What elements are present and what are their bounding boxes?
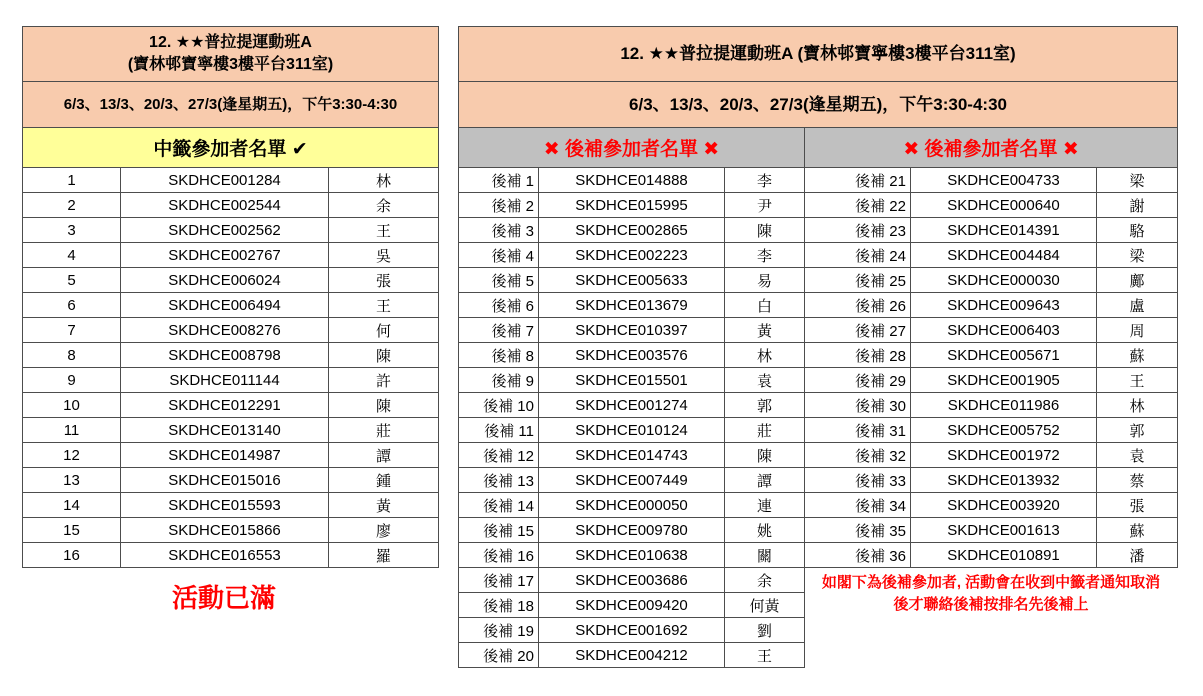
table-row xyxy=(459,193,1178,218)
member-name: 余 xyxy=(329,193,439,218)
member-name: 易 xyxy=(725,268,805,293)
waitlist-label-a: 後補參加者名單 xyxy=(564,139,698,160)
member-id: SKDHCE001692 xyxy=(539,618,725,643)
member-id: SKDHCE001613 xyxy=(911,518,1097,543)
member-name: 陳 xyxy=(329,343,439,368)
member-name: 何黃 xyxy=(725,593,805,618)
member-name: 郭 xyxy=(1097,418,1178,443)
table-row xyxy=(459,418,1178,443)
member-id: SKDHCE010638 xyxy=(539,543,725,568)
row-number: 12 xyxy=(23,443,121,468)
waitlist-rank: 後補 2 xyxy=(459,193,539,218)
schedule-cell xyxy=(23,82,439,128)
waitlist-class-header xyxy=(459,27,1178,82)
row-number: 8 xyxy=(23,343,121,368)
member-id: SKDHCE014888 xyxy=(539,168,725,193)
schedule-text: 6/3、13/3、20/3、27/3(逢星期五)，下午3:30-4:30 xyxy=(63,96,398,113)
waitlist-rank: 後補 26 xyxy=(805,293,911,318)
table-row xyxy=(459,368,1178,393)
member-name: 蘇 xyxy=(1097,518,1178,543)
member-id: SKDHCE002562 xyxy=(121,218,329,243)
table-row xyxy=(23,293,439,318)
member-id: SKDHCE001274 xyxy=(539,393,725,418)
table-row xyxy=(23,518,439,543)
table-row xyxy=(23,418,439,443)
member-id: SKDHCE015501 xyxy=(539,368,725,393)
waitlist-rank: 後補 36 xyxy=(805,543,911,568)
row-number: 5 xyxy=(23,268,121,293)
class-venue: (寶林邨寶寧樓3樓平台311室) xyxy=(127,56,334,73)
member-name: 莊 xyxy=(329,418,439,443)
member-name: 陳 xyxy=(725,218,805,243)
waitlist-rank: 後補 10 xyxy=(459,393,539,418)
row-number: 15 xyxy=(23,518,121,543)
waitlist-rank: 後補 34 xyxy=(805,493,911,518)
member-name: 袁 xyxy=(725,368,805,393)
member-name: 譚 xyxy=(329,443,439,468)
member-id: SKDHCE001905 xyxy=(911,368,1097,393)
member-name: 張 xyxy=(1097,493,1178,518)
member-id: SKDHCE005633 xyxy=(539,268,725,293)
member-id: SKDHCE015995 xyxy=(539,193,725,218)
member-name: 陳 xyxy=(329,393,439,418)
member-id: SKDHCE004484 xyxy=(911,243,1097,268)
member-name: 李 xyxy=(725,243,805,268)
member-name: 周 xyxy=(1097,318,1178,343)
member-id: SKDHCE000640 xyxy=(911,193,1097,218)
class-title: 12. ★★普拉提運動班A xyxy=(149,33,312,51)
waitlist-rank: 後補 33 xyxy=(805,468,911,493)
waitlist-rank: 後補 11 xyxy=(459,418,539,443)
waitlist-note xyxy=(806,572,1176,616)
waitlist-rank: 後補 28 xyxy=(805,343,911,368)
member-name: 譚 xyxy=(725,468,805,493)
member-id: SKDHCE010891 xyxy=(911,543,1097,568)
member-name: 蔡 xyxy=(1097,468,1178,493)
waitlist-rank: 後補 19 xyxy=(459,618,539,643)
member-name: 劉 xyxy=(725,618,805,643)
member-name: 張 xyxy=(329,268,439,293)
member-name: 吳 xyxy=(329,243,439,268)
member-name: 廖 xyxy=(329,518,439,543)
member-name: 何 xyxy=(329,318,439,343)
member-id: SKDHCE015016 xyxy=(121,468,329,493)
table-row xyxy=(459,443,1178,468)
cross-icon: ✖ xyxy=(543,139,560,160)
member-name: 王 xyxy=(329,218,439,243)
check-icon: ✔ xyxy=(291,139,308,160)
member-id: SKDHCE001284 xyxy=(121,168,329,193)
winners-label-cell xyxy=(23,128,439,168)
member-id: SKDHCE009643 xyxy=(911,293,1097,318)
row-number: 10 xyxy=(23,393,121,418)
member-name: 羅 xyxy=(329,543,439,568)
member-name: 莊 xyxy=(725,418,805,443)
waitlist-label-b: 後補參加者名單 xyxy=(924,139,1058,160)
waitlist-rank: 後補 20 xyxy=(459,643,539,668)
member-name: 王 xyxy=(329,293,439,318)
member-id: SKDHCE005671 xyxy=(911,343,1097,368)
row-number: 11 xyxy=(23,418,121,443)
member-name: 盧 xyxy=(1097,293,1178,318)
table-row xyxy=(459,293,1178,318)
member-name: 駱 xyxy=(1097,218,1178,243)
row-number: 14 xyxy=(23,493,121,518)
member-id: SKDHCE010124 xyxy=(539,418,725,443)
row-number: 2 xyxy=(23,193,121,218)
row-number: 3 xyxy=(23,218,121,243)
member-id: SKDHCE009780 xyxy=(539,518,725,543)
member-id: SKDHCE010397 xyxy=(539,318,725,343)
member-id: SKDHCE013140 xyxy=(121,418,329,443)
table-row xyxy=(23,443,439,468)
member-id: SKDHCE013932 xyxy=(911,468,1097,493)
table-row xyxy=(459,268,1178,293)
member-id: SKDHCE006403 xyxy=(911,318,1097,343)
member-id: SKDHCE015593 xyxy=(121,493,329,518)
member-name: 白 xyxy=(725,293,805,318)
member-name: 梁 xyxy=(1097,243,1178,268)
waitlist-rank: 後補 3 xyxy=(459,218,539,243)
member-id: SKDHCE000050 xyxy=(539,493,725,518)
member-name: 郭 xyxy=(725,393,805,418)
waitlist-rank: 後補 25 xyxy=(805,268,911,293)
member-name: 許 xyxy=(329,368,439,393)
waitlist-rank: 後補 18 xyxy=(459,593,539,618)
member-name: 尹 xyxy=(725,193,805,218)
member-id: SKDHCE004212 xyxy=(539,643,725,668)
row-number: 9 xyxy=(23,368,121,393)
member-id: SKDHCE003920 xyxy=(911,493,1097,518)
row-number: 7 xyxy=(23,318,121,343)
member-id: SKDHCE006024 xyxy=(121,268,329,293)
waitlist-rank: 後補 23 xyxy=(805,218,911,243)
waitlist-rank: 後補 24 xyxy=(805,243,911,268)
waitlist-note-line1: 如閣下為後補參加者, 活動會在收到中籤者通知取消 xyxy=(821,574,1161,591)
table-row xyxy=(23,493,439,518)
member-id: SKDHCE016553 xyxy=(121,543,329,568)
waitlist-rank: 後補 8 xyxy=(459,343,539,368)
table-row xyxy=(459,318,1178,343)
member-name: 陳 xyxy=(725,443,805,468)
member-name: 梁 xyxy=(1097,168,1178,193)
table-row xyxy=(459,393,1178,418)
member-name: 潘 xyxy=(1097,543,1178,568)
member-name: 鍾 xyxy=(329,468,439,493)
member-name: 李 xyxy=(725,168,805,193)
waitlist-rank: 後補 32 xyxy=(805,443,911,468)
member-id: SKDHCE014391 xyxy=(911,218,1097,243)
member-id: SKDHCE002544 xyxy=(121,193,329,218)
member-id: SKDHCE014987 xyxy=(121,443,329,468)
waitlist-rank: 後補 9 xyxy=(459,368,539,393)
table-row xyxy=(23,268,439,293)
winners-label: 中籤參加者名單 xyxy=(153,139,287,160)
member-id: SKDHCE002223 xyxy=(539,243,725,268)
table-row xyxy=(459,218,1178,243)
waitlist-rank: 後補 15 xyxy=(459,518,539,543)
row-number: 1 xyxy=(23,168,121,193)
table-row xyxy=(459,543,1178,568)
waitlist-rank: 後補 17 xyxy=(459,568,539,593)
table-row xyxy=(459,518,1178,543)
member-id: SKDHCE012291 xyxy=(121,393,329,418)
member-id: SKDHCE006494 xyxy=(121,293,329,318)
waitlist-rank: 後補 16 xyxy=(459,543,539,568)
member-name: 林 xyxy=(1097,393,1178,418)
waitlist-rank: 後補 29 xyxy=(805,368,911,393)
member-id: SKDHCE009420 xyxy=(539,593,725,618)
table-row xyxy=(23,468,439,493)
member-id: SKDHCE015866 xyxy=(121,518,329,543)
member-id: SKDHCE007449 xyxy=(539,468,725,493)
member-id: SKDHCE004733 xyxy=(911,168,1097,193)
row-number: 13 xyxy=(23,468,121,493)
table-row xyxy=(23,343,439,368)
waitlist-label-cell-a xyxy=(459,128,805,168)
waitlist-schedule-cell xyxy=(459,82,1178,128)
waitlist-rank: 後補 14 xyxy=(459,493,539,518)
member-name: 連 xyxy=(725,493,805,518)
table-row xyxy=(23,368,439,393)
waitlist-rank: 後補 12 xyxy=(459,443,539,468)
row-number: 4 xyxy=(23,243,121,268)
member-id: SKDHCE002865 xyxy=(539,218,725,243)
member-name: 林 xyxy=(329,168,439,193)
class-header xyxy=(23,27,439,82)
member-id: SKDHCE014743 xyxy=(539,443,725,468)
waitlist-rank: 後補 1 xyxy=(459,168,539,193)
member-id: SKDHCE002767 xyxy=(121,243,329,268)
member-name: 袁 xyxy=(1097,443,1178,468)
table-row xyxy=(23,393,439,418)
table-row xyxy=(23,543,439,568)
member-name: 黃 xyxy=(725,318,805,343)
table-row xyxy=(459,168,1178,193)
waitlist-rank: 後補 5 xyxy=(459,268,539,293)
member-name: 王 xyxy=(1097,368,1178,393)
table-row xyxy=(23,218,439,243)
table-row xyxy=(23,168,439,193)
member-name: 林 xyxy=(725,343,805,368)
member-id: SKDHCE013679 xyxy=(539,293,725,318)
member-id: SKDHCE008276 xyxy=(121,318,329,343)
table-row xyxy=(459,468,1178,493)
cross-icon: ✖ xyxy=(703,139,720,160)
waitlist-rank: 後補 31 xyxy=(805,418,911,443)
waitlist-rank: 後補 30 xyxy=(805,393,911,418)
table-row xyxy=(459,343,1178,368)
member-id: SKDHCE003576 xyxy=(539,343,725,368)
member-name: 黃 xyxy=(329,493,439,518)
member-id: SKDHCE005752 xyxy=(911,418,1097,443)
waitlist-rank: 後補 6 xyxy=(459,293,539,318)
cross-icon: ✖ xyxy=(1062,139,1079,160)
waitlist-label-cell-b xyxy=(805,128,1178,168)
table-row xyxy=(459,243,1178,268)
member-name: 關 xyxy=(725,543,805,568)
member-name: 姚 xyxy=(725,518,805,543)
waitlist-rank: 後補 4 xyxy=(459,243,539,268)
waitlist-schedule-text: 6/3、13/3、20/3、27/3(逢星期五)，下午3:30-4:30 xyxy=(629,94,1007,114)
row-number: 6 xyxy=(23,293,121,318)
member-name: 謝 xyxy=(1097,193,1178,218)
waitlist-rank: 後補 13 xyxy=(459,468,539,493)
member-id: SKDHCE008798 xyxy=(121,343,329,368)
member-id: SKDHCE000030 xyxy=(911,268,1097,293)
member-name: 余 xyxy=(725,568,805,593)
waitlist-rank: 後補 22 xyxy=(805,193,911,218)
member-id: SKDHCE011986 xyxy=(911,393,1097,418)
member-id: SKDHCE003686 xyxy=(539,568,725,593)
table-row xyxy=(23,193,439,218)
waitlist-class-title: 12. ★★普拉提運動班A (寶林邨寶寧樓3樓平台311室) xyxy=(620,44,1016,64)
waitlist-rank: 後補 7 xyxy=(459,318,539,343)
waitlist-rank: 後補 21 xyxy=(805,168,911,193)
cross-icon: ✖ xyxy=(903,139,920,160)
member-name: 蘇 xyxy=(1097,343,1178,368)
waitlist-rank: 後補 27 xyxy=(805,318,911,343)
table-row xyxy=(23,318,439,343)
waitlist-rank: 後補 35 xyxy=(805,518,911,543)
table-row xyxy=(23,243,439,268)
waitlist-note-line2: 後才聯絡後補按排名先後補上 xyxy=(893,595,1089,613)
full-notice: 活動已滿 xyxy=(172,583,277,613)
member-id: SKDHCE011144 xyxy=(121,368,329,393)
table-row xyxy=(459,493,1178,518)
row-number: 16 xyxy=(23,543,121,568)
member-id: SKDHCE001972 xyxy=(911,443,1097,468)
member-name: 鄺 xyxy=(1097,268,1178,293)
member-name: 王 xyxy=(725,643,805,668)
winners-table xyxy=(22,26,439,568)
